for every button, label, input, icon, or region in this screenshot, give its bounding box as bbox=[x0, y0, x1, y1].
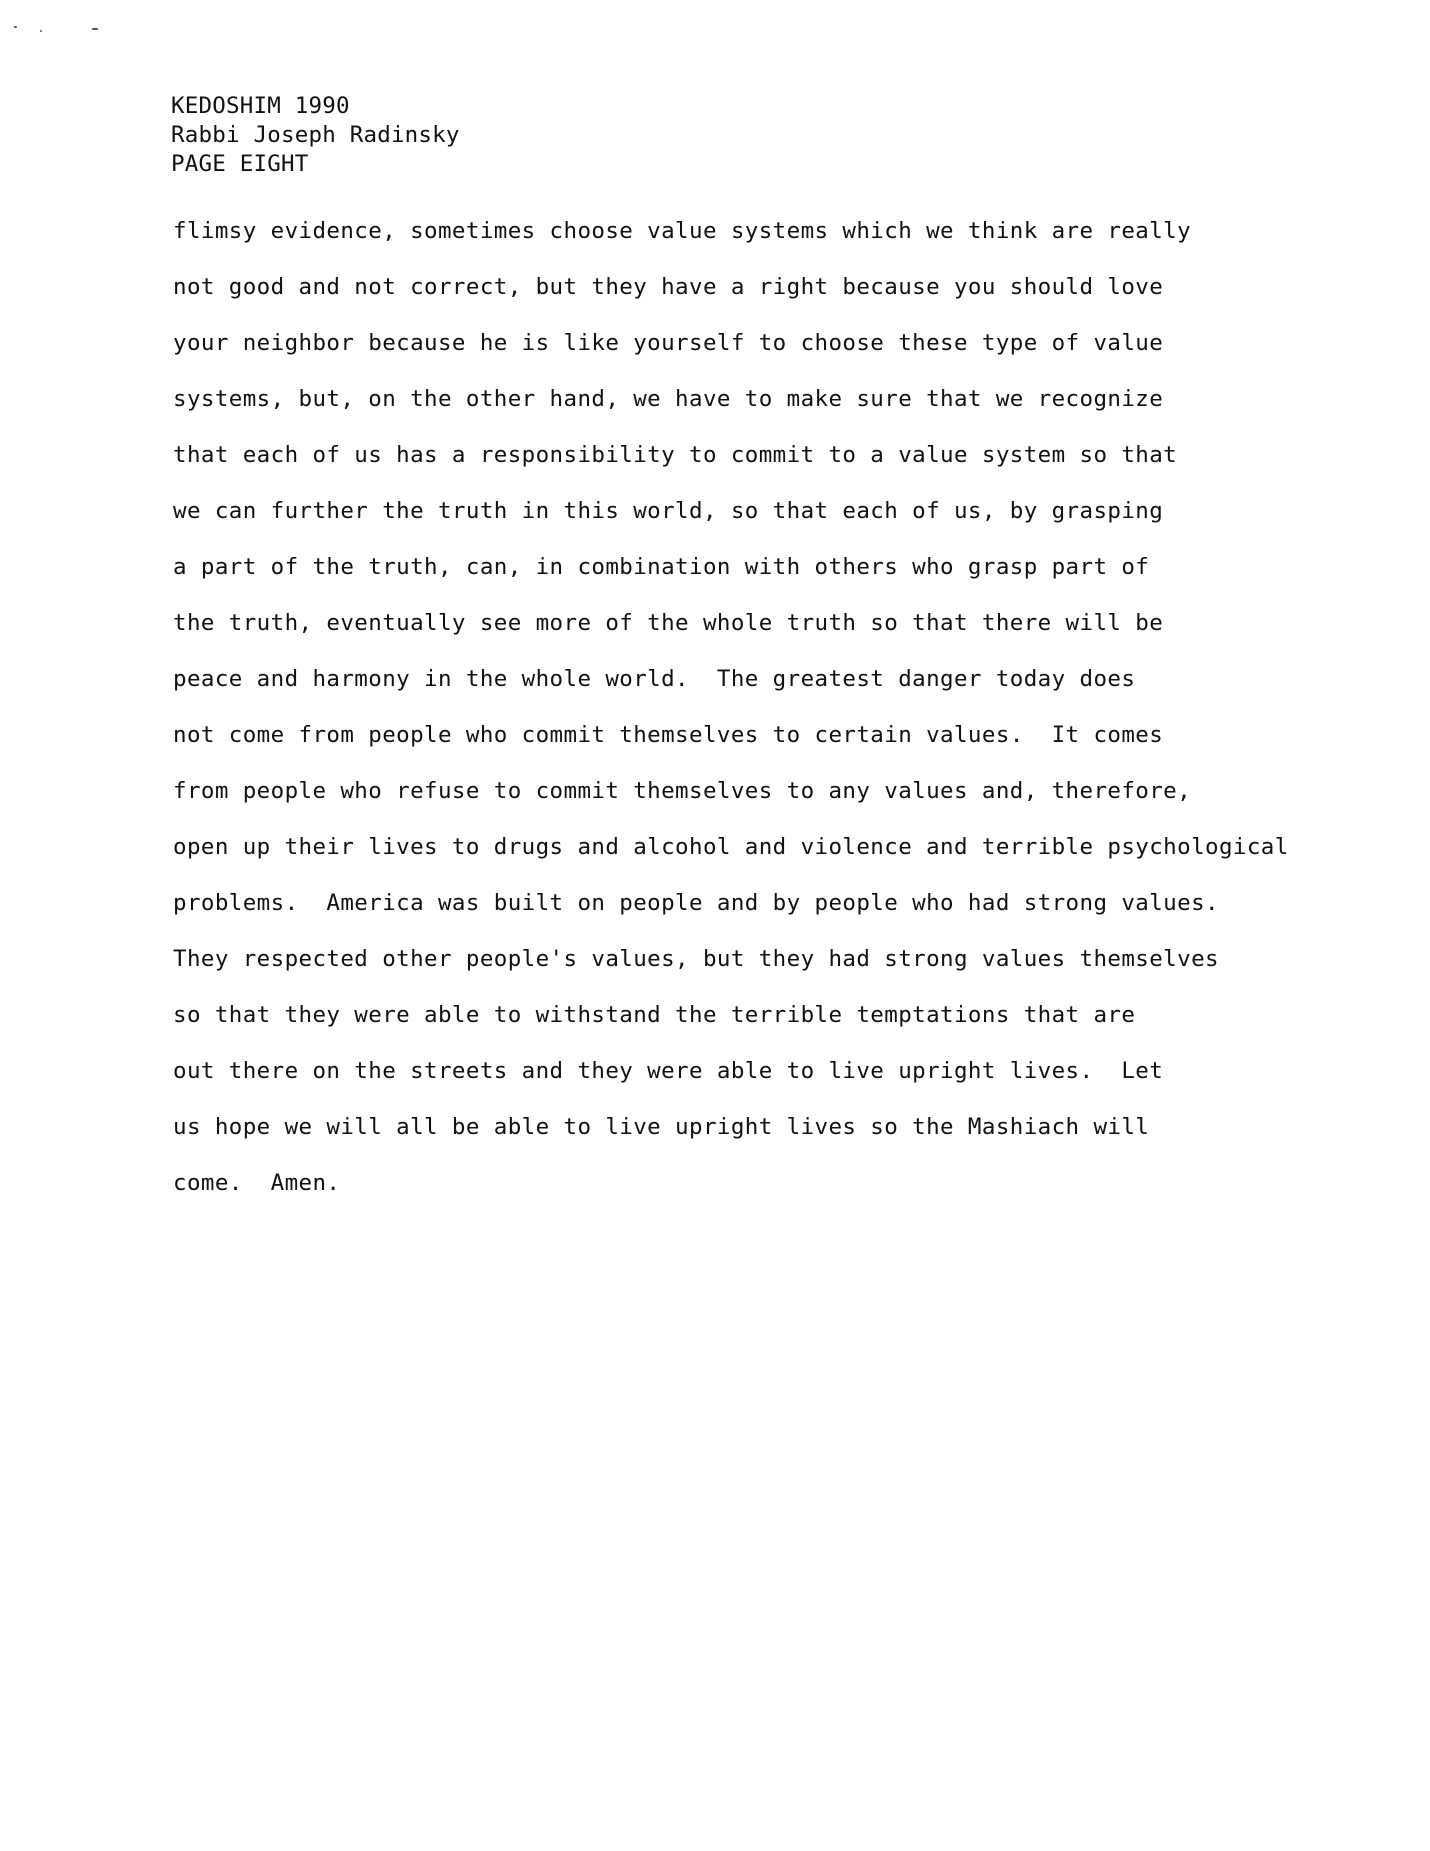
text-line: flimsy evidence, sometimes choose value systems which we think are really bbox=[173, 218, 1192, 244]
text-line: not come from people who commit themselves to certain values. It comes bbox=[173, 722, 1164, 748]
text-line: systems, but, on the other hand, we have to make sure that we recognize bbox=[173, 386, 1164, 412]
text-line: we can further the truth in this world, so that each of us, by grasping bbox=[173, 498, 1164, 524]
text-line: from people who refuse to commit themselves to any values and, therefore, bbox=[173, 778, 1192, 804]
document-title: KEDOSHIM 1990 bbox=[171, 93, 350, 119]
scan-speck bbox=[92, 28, 98, 30]
text-line: out there on the streets and they were able to live upright lives. Let bbox=[173, 1058, 1164, 1084]
text-line: come. Amen. bbox=[173, 1170, 341, 1196]
scan-speck bbox=[14, 26, 17, 28]
scan-speck bbox=[40, 30, 42, 32]
document-author: Rabbi Joseph Radinsky bbox=[171, 122, 460, 148]
text-line: the truth, eventually see more of the whole truth so that there will be bbox=[173, 610, 1164, 636]
text-line: a part of the truth, can, in combination with others who grasp part of bbox=[173, 554, 1150, 580]
text-line: problems. America was built on people and by people who had strong values. bbox=[173, 890, 1219, 916]
document-header bbox=[171, 92, 460, 179]
text-line: peace and harmony in the whole world. The greatest danger today does bbox=[173, 666, 1136, 692]
body-text bbox=[173, 203, 1289, 1211]
text-line: so that they were able to withstand the terrible temptations that are bbox=[173, 1002, 1136, 1028]
text-line: your neighbor because he is like yourself to choose these type of value bbox=[173, 330, 1164, 356]
text-line: us hope we will all be able to live upright lives so the Mashiach will bbox=[173, 1114, 1150, 1140]
text-line: not good and not correct, but they have a right because you should love bbox=[173, 274, 1164, 300]
page-label: PAGE EIGHT bbox=[171, 151, 309, 177]
text-line: open up their lives to drugs and alcohol and violence and terrible psychological bbox=[173, 834, 1289, 860]
text-line: that each of us has a responsibility to commit to a value system so that bbox=[173, 442, 1178, 468]
text-line: They respected other people's values, but they had strong values themselves bbox=[173, 946, 1219, 972]
